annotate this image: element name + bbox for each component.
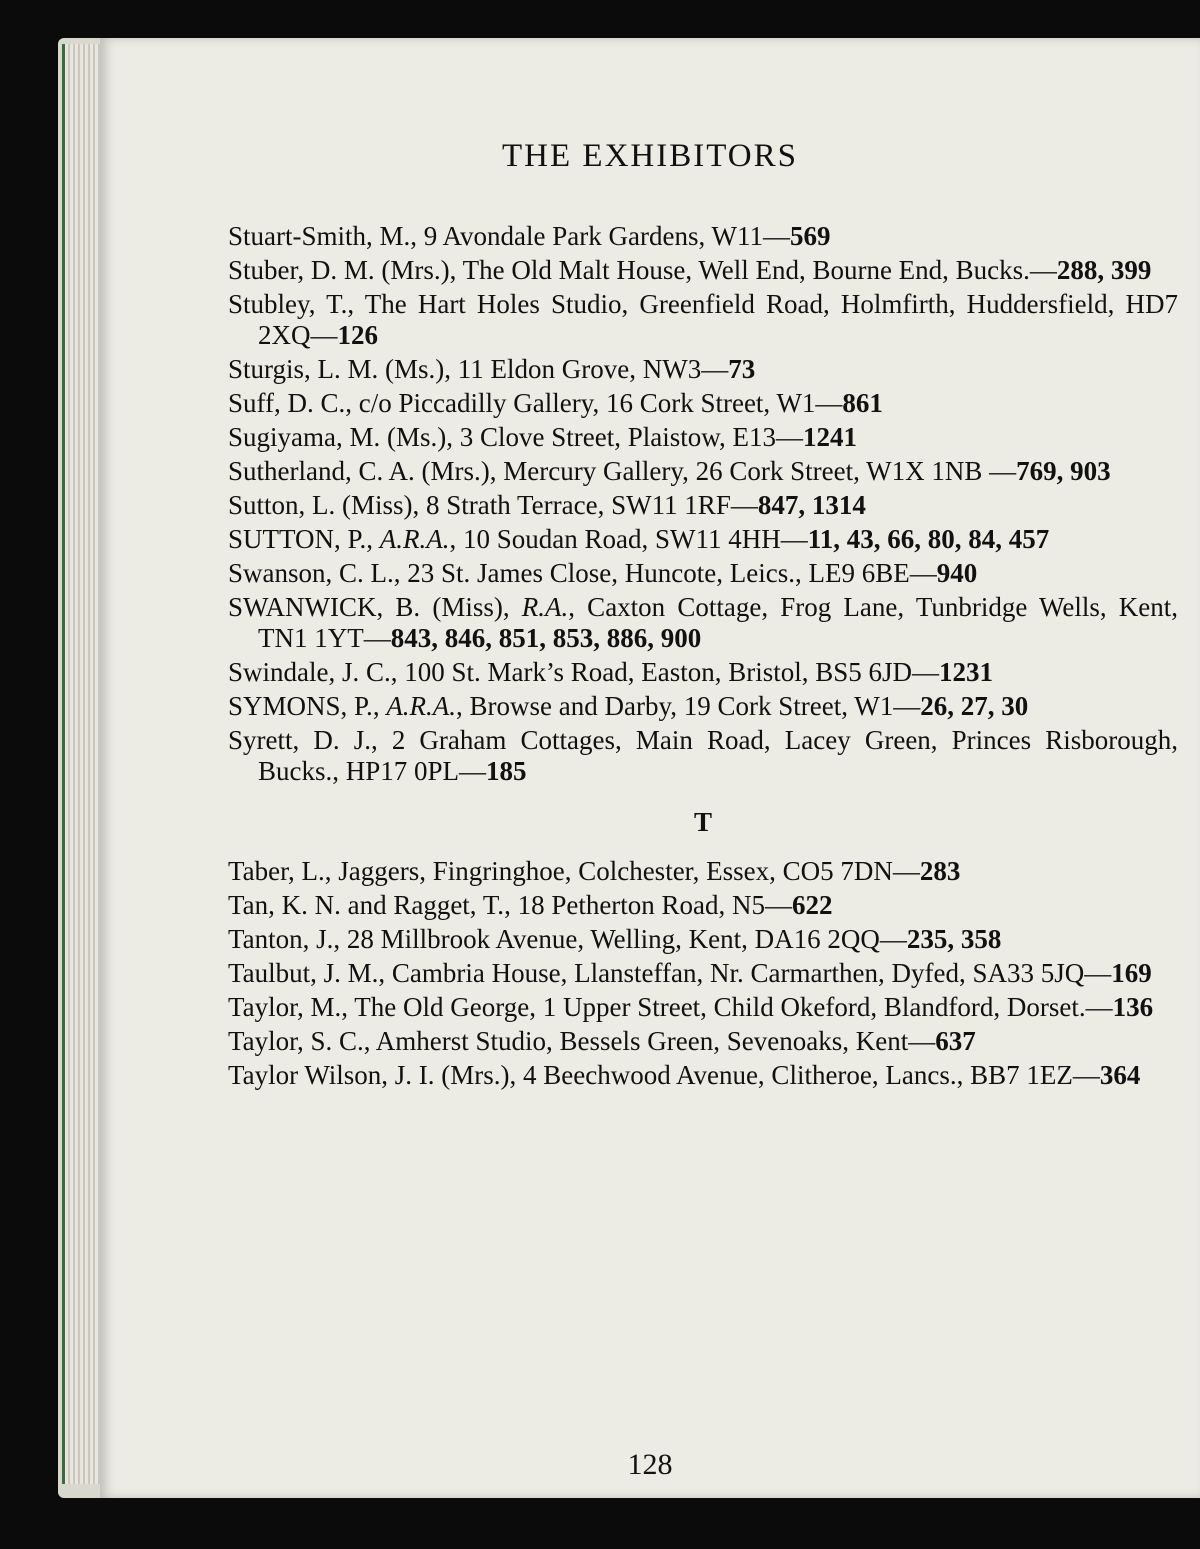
exhibitor-entry: SUTTON, P., A.R.A., 10 Soudan Road, SW11 4HH—11, 43, 66, 80, 84, 457 [228, 524, 1050, 554]
catalogue-numbers: 11, 43, 66, 80, 84, 457 [807, 524, 1050, 554]
exhibitor-list-t [228, 856, 1178, 1091]
exhibitor-entry [228, 725, 1178, 787]
catalogue-numbers: 861 [842, 388, 883, 418]
exhibitor-entry [228, 958, 1178, 989]
exhibitor-name: Syrett, D. J. [228, 725, 371, 755]
exhibitor-name: Sturgis, L. M. (Ms.) [228, 354, 445, 384]
catalogue-numbers: 136 [1112, 992, 1154, 1022]
exhibitor-address: , The Old Malt House, Well End, Bourne End, Bucks.— [449, 255, 1057, 285]
exhibitor-name: Tan, K. N. and Ragget, T. [228, 890, 505, 920]
exhibitor-entry [228, 490, 1178, 521]
exhibitor-name: Suff, D. C. [228, 388, 346, 418]
exhibitor-list-s [228, 221, 1178, 787]
exhibitor-address: , 10 Soudan Road, SW11 4HH— [449, 524, 808, 554]
catalogue-numbers: 569 [789, 221, 831, 251]
catalogue-numbers: 169 [1111, 958, 1152, 988]
catalogue-numbers: 26, 27, 30 [920, 691, 1029, 721]
catalogue-numbers: 622 [792, 890, 833, 920]
exhibitor-entry [228, 354, 1178, 385]
exhibitor-address: , 8 Strath Terrace, SW11 1RF— [412, 490, 758, 520]
exhibitor-name: Swanson, C. L. [228, 558, 394, 588]
exhibitor-entry [228, 1026, 1178, 1057]
exhibitor-name: Taylor Wilson, J. I. (Mrs.) [228, 1060, 510, 1090]
exhibitor-name: Sutherland, C. A. (Mrs.) [228, 456, 490, 486]
exhibitor-address: , The Old George, 1 Upper Street, Child Okeford, Blandford, Dorset.— [341, 992, 1113, 1022]
catalogue-numbers: 847, 1314 [757, 490, 866, 520]
exhibitor-name: SYMONS, P. [228, 691, 373, 721]
exhibitor-name: Stubley, T. [228, 289, 348, 319]
exhibitor-name: Taulbut, J. M. [228, 958, 379, 988]
catalogue-numbers: 637 [935, 1026, 976, 1056]
exhibitor-entry: SYMONS, P., A.R.A., Browse and Darby, 19 Cork Street, W1—26, 27, 30 [228, 691, 1029, 721]
exhibitor-address: , 11 Eldon Grove, NW3— [444, 354, 729, 384]
exhibitor-entry [228, 657, 1178, 688]
exhibitor-address: , 18 Petherton Road, N5— [504, 890, 793, 920]
exhibitor-name: SWANWICK, B. (Miss) [228, 592, 503, 622]
exhibitor-address: , The Hart Holes Studio, Greenfield Road, Holmfirth, Huddersfield, HD7 2XQ— [258, 289, 1178, 350]
catalogue-numbers: 364 [1099, 1060, 1141, 1090]
exhibitor-list [228, 221, 1178, 1094]
academy-title: R.A. [521, 592, 569, 622]
exhibitor-entry [228, 221, 1178, 252]
catalogue-numbers: 185 [486, 756, 527, 786]
exhibitor-address: , 23 St. James Close, Huncote, Leics., LE9 6BE— [393, 558, 937, 588]
catalogue-numbers: 126 [337, 320, 378, 350]
page-header: THE EXHIBITORS [502, 138, 798, 174]
exhibitor-entry [228, 558, 1178, 589]
section-letter: T [693, 807, 712, 837]
exhibitor-address: , Amherst Studio, Bessels Green, Sevenoaks, Kent— [363, 1026, 936, 1056]
book-page [100, 38, 1200, 1498]
academy-title: A.R.A. [379, 524, 450, 554]
catalogue-numbers: 1241 [802, 422, 857, 452]
exhibitor-address: , Cambria House, Llansteffan, Nr. Carmarthen, Dyfed, SA33 5JQ— [378, 958, 1112, 988]
exhibitor-address: , c/o Piccadilly Gallery, 16 Cork Street, W1— [345, 388, 843, 418]
exhibitor-name: Taylor, M. [228, 992, 342, 1022]
exhibitor-address: , 4 Beechwood Avenue, Clitheroe, Lancs., BB7 1EZ— [509, 1060, 1100, 1090]
catalogue-numbers: 1231 [939, 657, 994, 687]
exhibitor-address: , Caxton Cottage, Frog Lane, Tunbridge Wells, Kent, TN1 1YT— [258, 592, 1178, 653]
exhibitor-entry [228, 289, 1178, 351]
exhibitor-entry [228, 1060, 1178, 1091]
catalogue-numbers: 769, 903 [1016, 456, 1111, 486]
exhibitor-entry [228, 255, 1178, 286]
exhibitor-name: Sutton, L. (Miss) [228, 490, 413, 520]
exhibitor-address: , 100 St. Mark’s Road, Easton, Bristol, BS5 6JD— [390, 657, 940, 687]
exhibitor-name: Sugiyama, M. (Ms.) [228, 422, 447, 452]
academy-title: A.R.A. [386, 691, 457, 721]
catalogue-numbers: 288, 399 [1056, 255, 1152, 285]
exhibitor-entry [228, 924, 1178, 955]
exhibitor-entry [228, 992, 1178, 1023]
exhibitor-entry [228, 388, 1178, 419]
exhibitor-entry [228, 456, 1178, 487]
exhibitor-entry [228, 856, 1178, 887]
exhibitor-address: , 28 Millbrook Avenue, Welling, Kent, DA16 2QQ— [333, 924, 907, 954]
exhibitor-address: , 2 Graham Cottages, Main Road, Lacey Green, Princes Risborough, Bucks., HP17 0PL— [258, 725, 1179, 786]
exhibitor-name: Tanton, J. [228, 924, 334, 954]
page-edges [62, 44, 105, 1484]
exhibitor-address: , 3 Clove Street, Plaistow, E13— [446, 422, 803, 452]
exhibitor-address: , 9 Avondale Park Gardens, W11— [410, 221, 790, 251]
exhibitor-name: Taber, L. [228, 856, 325, 886]
exhibitor-name: Taylor, S. C. [228, 1026, 364, 1056]
exhibitor-name: Stuber, D. M. (Mrs.) [228, 255, 450, 285]
exhibitor-address: , Mercury Gallery, 26 Cork Street, W1X 1NB — [489, 456, 1017, 486]
exhibitor-name: SUTTON, P. [228, 524, 367, 554]
exhibitor-name: Stuart-Smith, M. [228, 221, 411, 251]
exhibitor-address: , Jaggers, Fingringhoe, Colchester, Essex, CO5 7DN— [324, 856, 920, 886]
catalogue-numbers: 235, 358 [906, 924, 1002, 954]
exhibitor-name: Swindale, J. C. [228, 657, 391, 687]
catalogue-numbers: 283 [919, 856, 961, 886]
catalogue-numbers: 940 [936, 558, 978, 588]
exhibitor-address: , Browse and Darby, 19 Cork Street, W1— [456, 691, 921, 721]
exhibitor-entry: SWANWICK, B. (Miss), R.A., Caxton Cottage, Frog Lane, Tunbridge Wells, Kent, TN1 1YT—843, 846, 851, 853, 886, 900 [228, 592, 1178, 653]
catalogue-numbers: 73 [728, 354, 756, 384]
exhibitor-entry [228, 890, 1178, 921]
catalogue-numbers: 843, 846, 851, 853, 886, 900 [390, 623, 702, 653]
page-number: 128 [627, 1448, 673, 1481]
exhibitor-entry [228, 422, 1178, 453]
